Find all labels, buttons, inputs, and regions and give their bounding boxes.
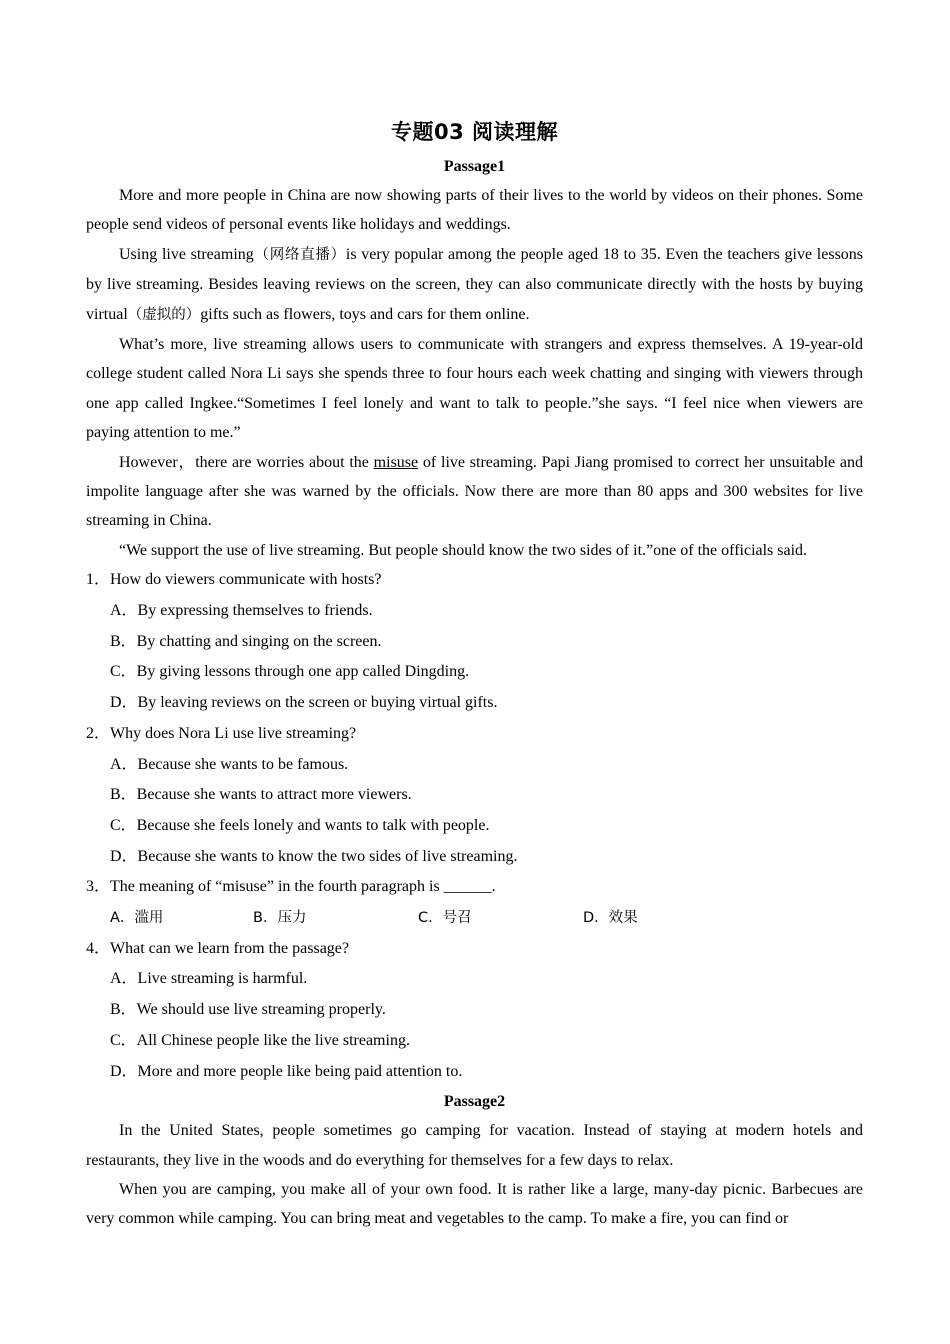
option-a: A．Because she wants to be famous. [110, 755, 349, 773]
p2-text-c: gifts such as flowers, toys and cars for them online. [200, 305, 530, 323]
option-c: C．Because she feels lonely and wants to talk with people. [110, 816, 490, 834]
passage1-paragraph-5: “We support the use of live streaming. But people should know the two sides of it.”one of the officials said. [119, 541, 808, 559]
question-2 [86, 719, 863, 873]
option-b: B．By chatting and singing on the screen. [110, 632, 382, 650]
option-row [110, 903, 863, 934]
option-b: B．Because she wants to attract more viewers. [110, 786, 412, 804]
passage1-heading: Passage1 [443, 158, 506, 175]
passage2-paragraph-1: In the United States, people sometimes go camping for vacation. Instead of staying at modern hotels and restaurants, they live in the woods and do everything for themselves for a few days to relax. [86, 1122, 863, 1169]
option-d: D．By leaving reviews on the screen or buying virtual gifts. [110, 694, 498, 712]
option-d: D．More and more people like being paid attention to. [110, 1062, 463, 1080]
option-c: C．号召 [418, 910, 472, 927]
question-stem: 2．Why does Nora Li use live streaming? [86, 724, 357, 742]
option-c: C．All Chinese people like the live streaming. [110, 1031, 410, 1049]
p2-chinese-gloss-1: （网络直播） [253, 246, 346, 263]
passage1-paragraph-2 [86, 240, 863, 330]
option-d: D．效果 [583, 910, 638, 927]
p4-text-a: However，there are worries about the [119, 453, 374, 471]
passage1-paragraph-4 [86, 448, 863, 536]
question-3 [86, 872, 863, 933]
passage2-paragraph-2: When you are camping, you make all of your own food. It is rather like a large, many-day picnic. Barbecues are very common while camping. You can bring meat and vegetables to the camp. To make a fire, you can find or [86, 1181, 863, 1228]
question-stem: 1．How do viewers communicate with hosts? [86, 571, 382, 589]
option-a: A．滥用 [110, 910, 164, 927]
passage2-heading: Passage2 [443, 1093, 506, 1111]
question-4 [86, 934, 863, 1088]
question-stem: 3．The meaning of “misuse” in the fourth paragraph is ______. [86, 878, 496, 896]
option-d: D．Because she wants to know the two sides of live streaming. [110, 847, 518, 865]
question-stem: 4．What can we learn from the passage? [86, 939, 349, 957]
option-a: A．By expressing themselves to friends. [110, 601, 373, 619]
option-b: B．压力 [253, 910, 307, 927]
option-c: C．By giving lessons through one app called Dingding. [110, 663, 470, 681]
misuse-underlined-word: misuse [373, 453, 419, 471]
passage1-paragraph-3: What’s more, live streaming allows users to communicate with strangers and express themselves. A 19-year-old college student called Nora Li says she spends three to four hours each week chatting and singing with viewers through one app called Ingkee.“Sometimes I feel lonely and want to talk to people.”she says. “I feel nice when viewers are paying attention to me.” [86, 336, 863, 442]
p2-text-a: Using live streaming [119, 245, 254, 263]
passage1-paragraph-1: More and more people in China are now showing parts of their lives to the world by videos on their phones. Some people send videos of personal events like holidays and weddings. [86, 187, 863, 234]
p2-chinese-gloss-2: （虚拟的） [127, 306, 201, 323]
p2-text-b: is very popular among the people aged 18 to 35. Even the teachers give lessons by live streaming. Besides leaving reviews on the screen, they can also communicate directly with the hosts by buying virtual [86, 245, 864, 323]
document-title: 专题03 阅读理解 [390, 120, 559, 144]
question-1 [86, 565, 863, 719]
p4-text-b: of live streaming. Papi Jiang promised to correct her unsuitable and impolite language after she was warned by the officials. Now there are more than 80 apps and 300 websites for live streaming in China. [86, 453, 863, 530]
option-b: B．We should use live streaming properly. [110, 1001, 386, 1019]
option-a: A．Live streaming is harmful. [110, 970, 308, 988]
document-body [86, 152, 863, 1234]
